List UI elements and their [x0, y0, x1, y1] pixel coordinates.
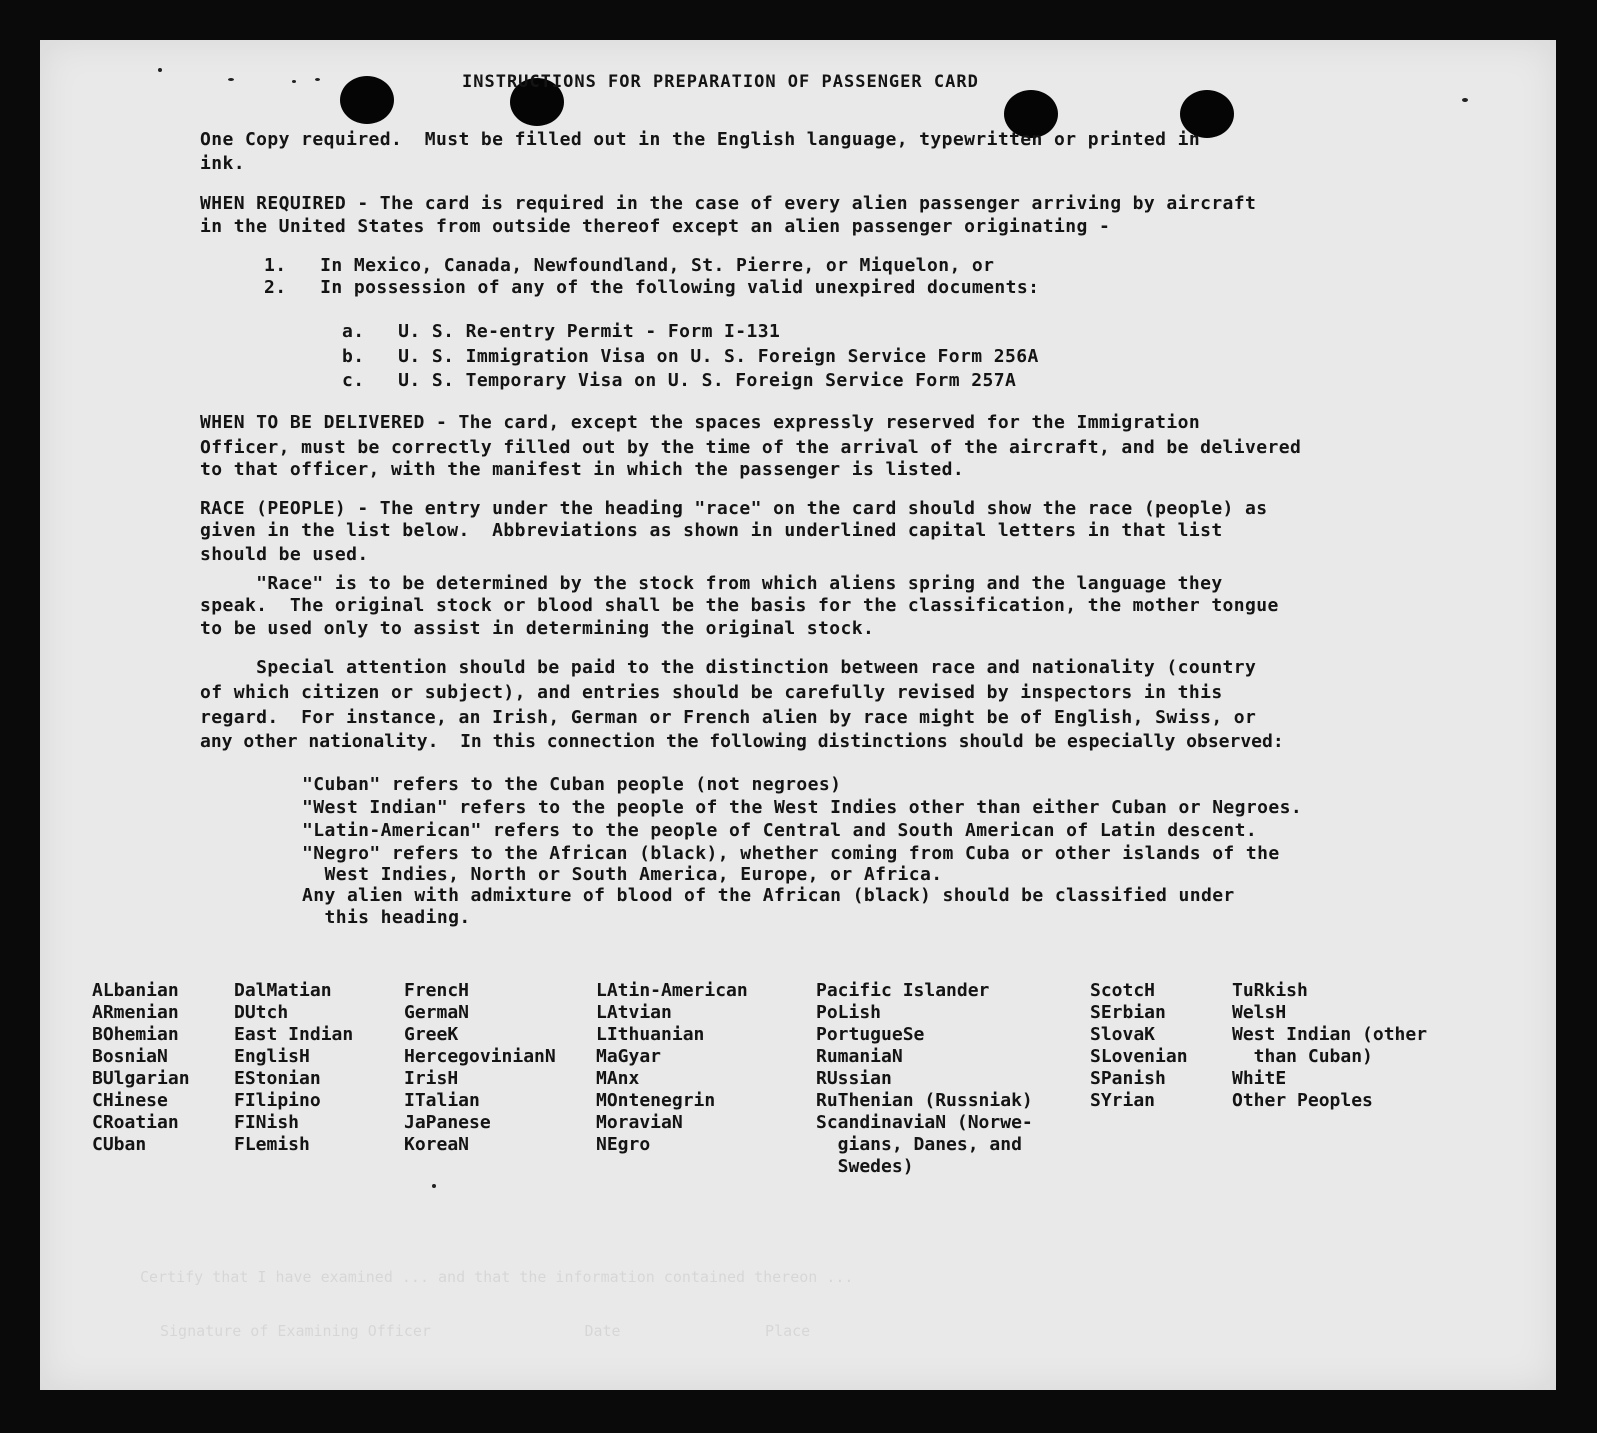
race-item: EStonian [234, 1068, 321, 1089]
race-item: DalMatian [234, 980, 332, 1001]
special-line-1: Special attention should be paid to the distinction between race and nationality (country [200, 657, 1257, 678]
intro-line-2: ink. [200, 153, 245, 174]
race-item: LIthuanian [596, 1024, 705, 1045]
race-list-column-2 [234, 980, 353, 1156]
race-item: BUlgarian [92, 1068, 190, 1089]
race-definition-line-3: to be used only to assist in determining the original stock. [200, 618, 875, 639]
race-item: ITalian [404, 1090, 480, 1111]
special-line-3: regard. For instance, an Irish, German or French alien by race might be of English, Swiss, or [200, 707, 1257, 728]
race-list-column-4 [596, 980, 748, 1156]
race-item: SPanish [1090, 1068, 1166, 1089]
race-item: RUssian [816, 1068, 892, 1089]
when-delivered-line-3: to that officer, with the manifest in which the passenger is listed. [200, 459, 965, 480]
race-item: PortugueSe [816, 1024, 925, 1045]
distinction-line-3: "Latin-American" refers to the people of Central and South American of Latin descent. [302, 820, 1258, 841]
race-item: SLovenian [1090, 1046, 1188, 1067]
race-item: than Cuban) [1232, 1046, 1373, 1067]
race-definition-line-1: "Race" is to be determined by the stock from which aliens spring and the language they [200, 573, 1223, 594]
distinction-line-1: "Cuban" refers to the Cuban people (not negroes) [302, 774, 842, 795]
race-item: CRoatian [92, 1112, 179, 1133]
race-item: GermaN [404, 1002, 470, 1023]
when-delivered-line-1: WHEN TO BE DELIVERED - The card, except the spaces expressly reserved for the Immigration [200, 412, 1201, 433]
race-item: DUtch [234, 1002, 289, 1023]
race-item: gians, Danes, and [816, 1134, 1022, 1155]
race-item: FLemish [234, 1134, 310, 1155]
race-line-2: given in the list below. Abbreviations as shown in underlined capital letters in that list [200, 520, 1223, 541]
when-required-line-1: WHEN REQUIRED - The card is required in the case of every alien passenger arriving by aircraft [200, 193, 1257, 214]
race-item: IrisH [404, 1068, 459, 1089]
race-list-column-6 [1090, 980, 1188, 1112]
race-item: SErbian [1090, 1002, 1166, 1023]
race-item: CUban [92, 1134, 147, 1155]
document-item-c: c. U. S. Temporary Visa on U. S. Foreign Service Form 257A [342, 370, 1017, 391]
race-item: ScotcH [1090, 980, 1156, 1001]
race-list-column-1 [92, 980, 190, 1156]
race-item: JaPanese [404, 1112, 491, 1133]
race-item: ScandinaviaN (Norwe- [816, 1112, 1033, 1133]
race-item: Pacific Islander [816, 980, 990, 1001]
document-item-a: a. U. S. Re-entry Permit - Form I-131 [342, 321, 781, 342]
race-list-column-3 [404, 980, 556, 1156]
race-list-column-7 [1232, 980, 1427, 1112]
race-line-1: RACE (PEOPLE) - The entry under the heading "race" on the card should show the race (people) as [200, 498, 1268, 519]
intro-line-1: One Copy required. Must be filled out in the English language, typewritten or printed in [200, 129, 1201, 150]
race-definition-line-2: speak. The original stock or blood shall be the basis for the classification, the mother tongue [200, 595, 1279, 616]
race-item: HercegovinianN [404, 1046, 556, 1067]
race-item: KoreaN [404, 1134, 470, 1155]
race-item: EnglisH [234, 1046, 310, 1067]
race-line-3: should be used. [200, 544, 369, 565]
race-item: LAtvian [596, 1002, 672, 1023]
race-item: MAnx [596, 1068, 640, 1089]
race-item: SlovaK [1090, 1024, 1156, 1045]
when-delivered-line-2: Officer, must be correctly filled out by the time of the arrival of the aircraft, and be delivered [200, 437, 1302, 458]
race-item: MaGyar [596, 1046, 662, 1067]
race-item: ALbanian [92, 980, 179, 1001]
race-item: RumaniaN [816, 1046, 903, 1067]
special-line-2: of which citizen or subject), and entries should be carefully revised by inspectors in this [200, 682, 1223, 703]
race-item: ARmenian [92, 1002, 179, 1023]
race-item: WelsH [1232, 1002, 1287, 1023]
race-item: TuRkish [1232, 980, 1308, 1001]
race-item: GreeK [404, 1024, 459, 1045]
document-item-b: b. U. S. Immigration Visa on U. S. Foreign Service Form 256A [342, 346, 1039, 367]
race-item: LAtin-American [596, 980, 748, 1001]
distinction-line-6: Any alien with admixture of blood of the African (black) should be classified under [302, 885, 1235, 906]
race-item: SYrian [1090, 1090, 1156, 1111]
race-item: CHinese [92, 1090, 168, 1111]
race-item: East Indian [234, 1024, 354, 1045]
race-item: BOhemian [92, 1024, 179, 1045]
distinction-line-2: "West Indian" refers to the people of the West Indies other than either Cuban or Negroes. [302, 797, 1303, 818]
race-item: MOntenegrin [596, 1090, 716, 1111]
page-title: INSTRUCTIONS FOR PREPARATION OF PASSENGER CARD [462, 72, 979, 92]
race-item: West Indian (other [1232, 1024, 1428, 1045]
race-item: Swedes) [816, 1156, 914, 1177]
numbered-item-2: 2. In possession of any of the following valid unexpired documents: [264, 277, 1040, 298]
race-item: PoLish [816, 1002, 882, 1023]
punch-hole [340, 76, 394, 124]
distinction-line-4: "Negro" refers to the African (black), whether coming from Cuba or other islands of the [302, 843, 1280, 864]
race-item: RuThenian (Russniak) [816, 1090, 1033, 1111]
distinction-line-5: West Indies, North or South America, Europe, or Africa. [302, 864, 943, 885]
race-item: FrencH [404, 980, 470, 1001]
race-item: FINish [234, 1112, 300, 1133]
race-item: Other Peoples [1232, 1090, 1373, 1111]
distinction-line-7: this heading. [302, 907, 471, 928]
race-item: WhitE [1232, 1068, 1287, 1089]
document-page: Certify that I have examined ... and that the information contained thereon ... Signature of Examining Officer Date Place INSTRUCTIONS FOR PREPARATION OF PASSENGER CARD One Copy required. Must be filled out in the English language, typewritten or printed in ink. WHEN REQUIRED - The card is required in the case of every alien passenger arriving by aircraft in the United States from outside thereof except an alien passenger originating - 1. In Mexico, Canada, Newfoundland, St. Pierre, or Miquelon, or 2. In possession of any of the following valid unexpired documents: a. U. S. Re-entry Permit - Form I-131 b. U. S. Immigration Visa on U. S. Foreign Service Form 256A c. U. S. Temporary Visa on U. S. Foreign Service Form 257A WHEN TO BE DELIVERED - The card, except the spaces expressly reserved for the Immigration Officer, must be correctly filled out by the time of the arrival of the aircraft, and be delivered to that officer, with the manifest in which the passenger is listed. RACE (PEOPLE) - The entry under the heading "race" on the card should show the race (people) as given in the list below. Abbreviations as shown in underlined capital letters in that list should be used. "Race" is to be determined by the stock from which aliens spring and the language they speak. The original stock or blood shall be the basis for the classification, the mother tongue to be used only to assist in determining the original stock. Special attention should be paid to the distinction between race and nationality (country of which citizen or subject), and entries should be carefully revised by inspectors in this regard. For instance, an Irish, German or French alien by race might be of English, Swiss, or any other nationality. In this connection the following distinctions should be especially observed: "Cuban" refers to the Cuban people (not negroes) "West Indian" refers to the people of the West Indies other than either Cuban or Negroes. "Latin-American" refers to the people of Central and South American of Latin descent. "Negro" refers to the African (black), whether coming from Cuba or other islands of the West Indies, North or South America, Europe, or Africa. Any alien with admixture of blood of the African (black) should be classified under this heading. ALbanian ARmenian BOhemian BosniaN BUlgarian CHinese CRoatian CUban DalMatian DUtch East Indian EnglisH EStonian FIlipino FINish FLemish FrencH GermaN GreeK HercegovinianN IrisH ITalian JaPanese KoreaN LAtin-American LAtvian LIthuanian MaGyar MAnx MOntenegrin MoraviaN NEgro Pacific Islander PoLish PortugueSe RumaniaN RUssian RuThenian (Russniak) ScandinaviaN (Norwe- gians, Danes, and Swedes) ScotcH SErbian SlovaK SLovenian SPanish SYrian TuRkish WelsH West Indian (other than Cuban) WhitE Other Peoples [40, 40, 1556, 1390]
race-item: MoraviaN [596, 1112, 683, 1133]
numbered-item-1: 1. In Mexico, Canada, Newfoundland, St. Pierre, or Miquelon, or [264, 255, 995, 276]
race-item: NEgro [596, 1134, 651, 1155]
race-item: BosniaN [92, 1046, 168, 1067]
race-list-column-5 [816, 980, 1033, 1178]
when-required-line-2: in the United States from outside thereof except an alien passenger originating - [200, 216, 1111, 237]
race-item: FIlipino [234, 1090, 321, 1111]
special-line-4: any other nationality. In this connection the following distinctions should be especially observed: [200, 731, 1284, 752]
